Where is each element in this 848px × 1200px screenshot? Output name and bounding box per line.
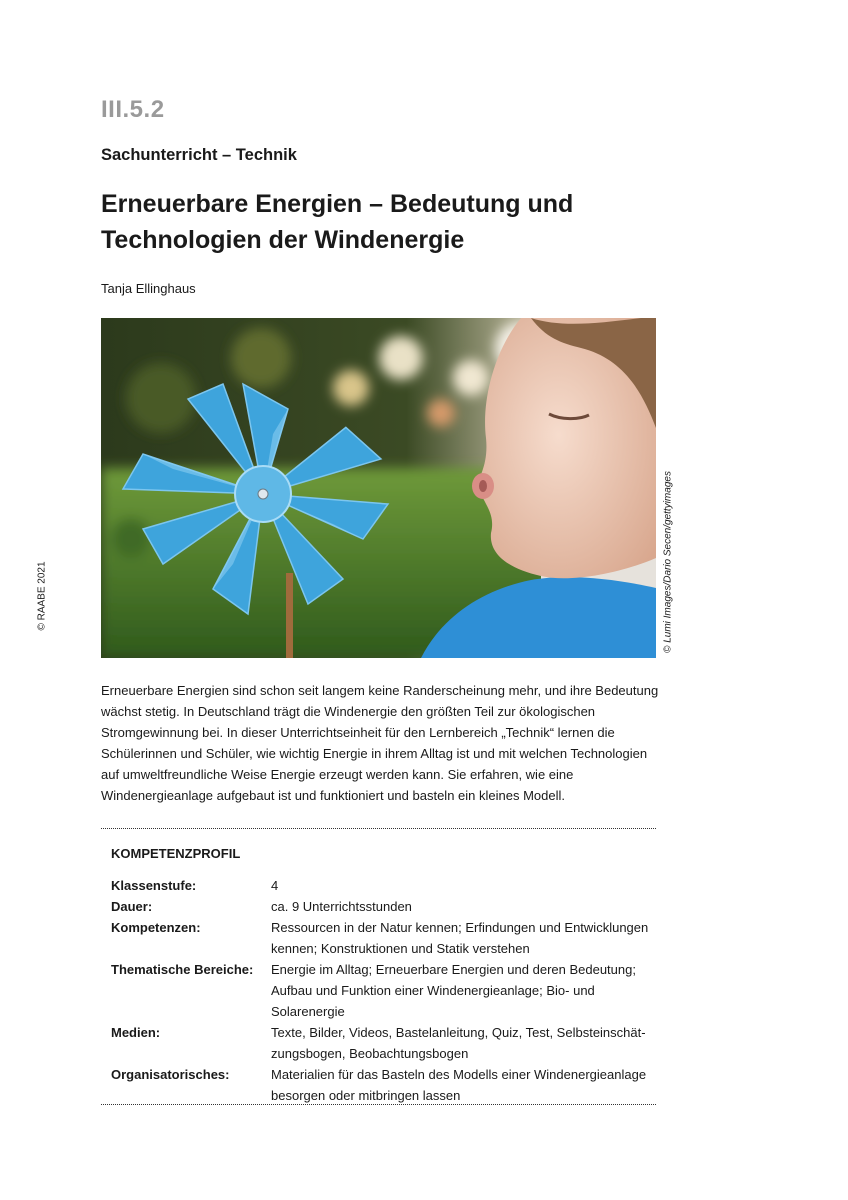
side-copyright: © RAABE 2021 [36,561,48,631]
cover-photo [101,318,656,658]
title-line-1: Erneuerbare Energien – Bedeutung und [101,190,574,218]
profile-row-competences [111,917,656,959]
divider-bottom [101,1104,656,1105]
profile-value: Materialien für das Basteln des Modells einer Windenergieanlage besorgen oder mitbringen lassen [271,1067,647,1103]
profile-label: Thematische Bereiche: [111,962,254,977]
section-code: III.5.2 [101,96,165,123]
title-line-2: Technologien der Windenergie [101,226,465,254]
photo-credit: © Lumi Images/Dario Secen/gettyimages [662,471,674,653]
profile-value: Energie im Alltag; Erneuerbare Energien und deren Bedeutung; Aufbau und Funktion einer Windenergieanlage; Bio- und Solarenergie [271,962,636,1019]
competence-profile [111,846,656,1106]
photo-illustration [101,318,656,658]
profile-row-topics [111,959,656,1022]
profile-label: Dauer: [111,899,153,914]
profile-label: Klassenstufe: [111,878,197,893]
author: Tanja Ellinghaus [101,281,196,296]
profile-value: 4 [271,878,279,893]
profile-label: Medien: [111,1025,161,1040]
profile-value: Ressourcen in der Natur kennen; Erfindungen und Entwicklungen kennen; Konstruktionen und Statik verstehen [271,920,649,956]
profile-value: Texte, Bilder, Videos, Bastelanleitung, Quiz, Test, Selbsteinschätzungsbogen, Beobachtungsbogen [271,1025,646,1061]
profile-heading: KOMPETENZPROFIL [111,846,241,861]
profile-value: ca. 9 Unterrichtsstunden [271,899,412,914]
profile-label: Kompetenzen: [111,920,201,935]
page-title [101,186,701,258]
profile-row-duration [111,896,656,917]
profile-label: Organisatorisches: [111,1067,230,1082]
intro-paragraph: Erneuerbare Energien sind schon seit langem keine Randerscheinung mehr, und ihre Bedeutung wächst stetig. In Deutschland trägt die Windenergie den größten Teil zur ökologischen Stromgewinnung bei. In dieser Unterrichtseinheit für den Lernbereich „Technik“ lernen die Schülerinnen und Schüler, wie wichtig Energie in ihrem Alltag ist und mit welchen Technologien auf umweltfreundliche Weise Energie erzeugt werden kann. Sie erfahren, wie eine Windenergieanlage aufgebaut ist und funktioniert und basteln ein kleines Modell. [101,683,659,803]
profile-row-organisation [111,1064,656,1106]
profile-row-media [111,1022,656,1064]
profile-row-grade [111,875,656,896]
pinwheel-stick [286,573,293,658]
subject-line: Sachunterricht – Technik [101,146,297,164]
divider-top [101,828,656,829]
